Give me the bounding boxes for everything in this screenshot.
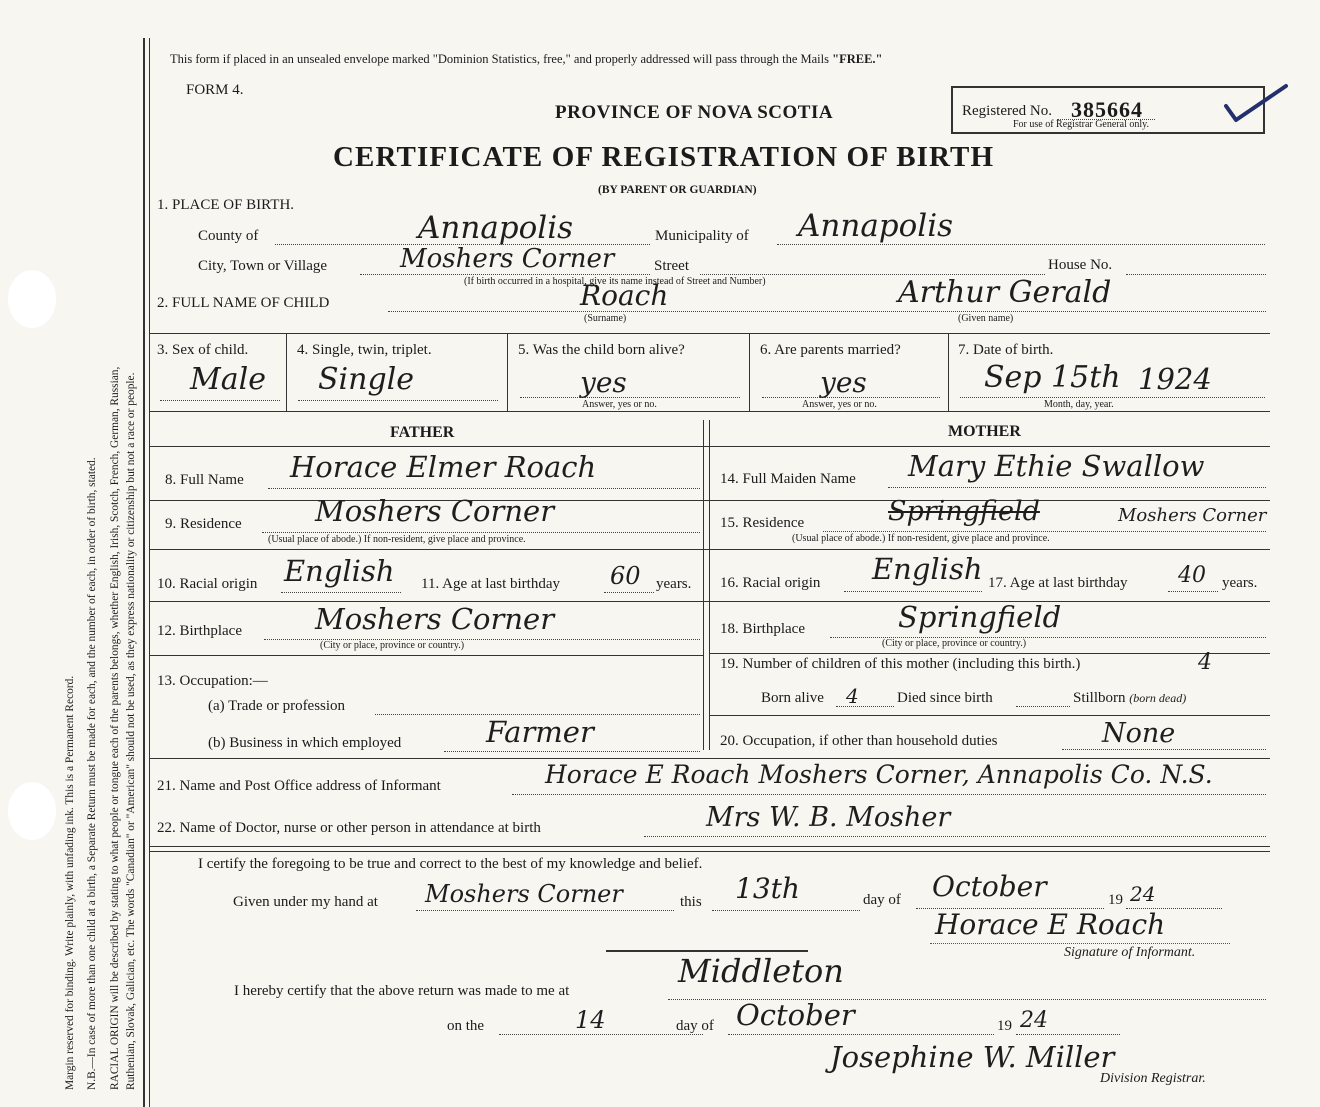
mother-racial-value: English	[872, 552, 983, 586]
father-birthplace-note: (City or place, province or country.)	[320, 640, 465, 651]
mother-name-value: Mary Ethie Swallow	[908, 449, 1205, 483]
child-surname: Roach	[580, 279, 669, 312]
certify-day-value: 13th	[735, 872, 800, 905]
attendant-label: 22. Name of Doctor, nurse or other person in attendance at birth	[157, 820, 541, 836]
rule-after-occupation	[150, 758, 1270, 759]
father-residence-value: Moshers Corner	[315, 494, 555, 528]
rule-after-birthplace-left	[150, 655, 703, 656]
father-business-value: Farmer	[486, 715, 594, 749]
divider-plurality	[507, 333, 508, 411]
certificate-subtitle: (BY PARENT OR GUARDIAN)	[598, 184, 757, 196]
father-age-value: 60	[610, 562, 641, 590]
punch-hole-bottom	[8, 782, 56, 840]
county-value: Annapolis	[418, 210, 574, 246]
father-age-line	[604, 592, 654, 593]
father-business-label: (b) Business in which employed	[208, 735, 402, 751]
informant-signature-caption: Signature of Informant.	[1064, 945, 1196, 960]
registrar-month-line	[728, 1034, 994, 1035]
registrar-on-the-label: on the	[447, 1018, 485, 1034]
informant-line	[512, 794, 1266, 795]
parent-column-divider-a	[703, 420, 704, 750]
certify-day-line	[712, 910, 860, 911]
registrar-use-note: For use of Registrar General only.	[1013, 119, 1149, 130]
born-alive-count-value: 4	[846, 684, 859, 708]
child-name-label: 2. FULL NAME OF CHILD	[157, 295, 330, 311]
rule-after-birthplace-right	[709, 653, 1270, 654]
registered-box	[951, 86, 1265, 134]
mother-name-line	[888, 487, 1266, 488]
parents-married-value: yes	[820, 366, 867, 399]
place-of-birth-heading: 1. PLACE OF BIRTH.	[157, 197, 295, 213]
hospital-note: (If birth occurred in a hospital, give its name instead of Street and Number)	[464, 276, 766, 287]
attendant-value: Mrs W. B. Mosher	[706, 802, 951, 833]
born-alive-count-line	[836, 706, 894, 707]
registrar-signature: Josephine W. Miller	[830, 1040, 1115, 1074]
stillborn-note: (born dead)	[1129, 691, 1187, 705]
form-number: FORM 4.	[186, 82, 244, 98]
born-alive-answer-note: Answer, yes or no.	[582, 399, 657, 410]
parents-married-label: 6. Are parents married?	[760, 342, 901, 358]
sex-value: Male	[190, 362, 266, 397]
mother-age-years: years.	[1222, 575, 1258, 591]
mail-notice-free: "FREE."	[832, 52, 883, 66]
margin-note-nationality: Ruthenian, Slovak, Galician, etc. The words "Canadian" or "American" should not be used, as they express nationality or citizenship but not a race or people.	[125, 372, 137, 1090]
child-name-line	[388, 311, 1266, 312]
punch-hole-top	[8, 270, 56, 328]
children-count-label: 19. Number of children of this mother (including this birth.)	[720, 656, 1081, 672]
margin-note-racial-origin: RACIAL ORIGIN will be described by stating to what people or tongue each of the parents belongs, whether English, Irish, Scotch, French, German, Russian,	[109, 366, 121, 1090]
rule-under-headings	[150, 446, 1270, 447]
mother-age-value: 40	[1178, 563, 1206, 588]
municipality-line	[777, 244, 1265, 245]
registrar-statement: I hereby certify that the above return was made to me at	[234, 983, 570, 999]
registrar-place-value: Middleton	[678, 952, 844, 990]
municipality-value: Annapolis	[798, 208, 954, 244]
sex-line	[160, 400, 280, 401]
city-label: City, Town or Village	[198, 258, 328, 274]
father-name-line	[268, 488, 700, 489]
sex-label: 3. Sex of child.	[157, 342, 249, 358]
informant-signature-line	[930, 943, 1230, 944]
father-occupation-label: 13. Occupation:—	[157, 673, 268, 689]
date-of-birth-label: 7. Date of birth.	[958, 342, 1054, 358]
father-name-value: Horace Elmer Roach	[290, 450, 597, 484]
street-label: Street	[654, 258, 689, 274]
city-line	[360, 274, 650, 275]
form-left-border-inner	[149, 38, 150, 1107]
certification-statement: I certify the foregoing to be true and correct to the best of my knowledge and belief.	[198, 856, 703, 872]
registered-label: Registered No.	[962, 103, 1052, 119]
registrar-year-value: 24	[1020, 1008, 1048, 1033]
mother-occupation-line	[1062, 749, 1266, 750]
child-given-name: Arthur Gerald	[898, 275, 1112, 310]
father-birthplace-label: 12. Birthplace	[157, 623, 242, 639]
date-of-birth-note: Month, day, year.	[1044, 399, 1114, 410]
plurality-label: 4. Single, twin, triplet.	[297, 342, 432, 358]
mother-residence-label: 15. Residence	[720, 515, 805, 531]
registrar-day-value: 14	[575, 1006, 606, 1034]
rule-after-residence	[150, 549, 1270, 550]
father-business-line	[444, 751, 700, 752]
mother-racial-line	[844, 591, 982, 592]
registrar-day-of-label: day of	[676, 1018, 714, 1034]
father-racial-label: 10. Racial origin	[157, 576, 258, 592]
registrar-day-line	[499, 1034, 703, 1035]
registered-number: 385664	[1071, 97, 1143, 122]
mother-birthplace-label: 18. Birthplace	[720, 621, 805, 637]
registrar-year-line	[1016, 1034, 1120, 1035]
children-count-value: 4	[1198, 650, 1212, 675]
born-alive-value: yes	[580, 366, 627, 399]
rule-before-occupation-right	[709, 715, 1270, 716]
certify-this-label: this	[680, 894, 702, 910]
certificate-title: CERTIFICATE OF REGISTRATION OF BIRTH	[333, 141, 995, 173]
parent-column-divider-b	[709, 420, 710, 750]
date-of-birth-line	[960, 397, 1265, 398]
given-place-value: Moshers Corner	[425, 880, 623, 908]
form-left-border	[143, 38, 145, 1107]
father-racial-value: English	[284, 554, 395, 588]
informant-label: 21. Name and Post Office address of Informant	[157, 778, 441, 794]
province-title: PROVINCE OF NOVA SCOTIA	[555, 102, 834, 123]
parents-married-answer-note: Answer, yes or no.	[802, 399, 877, 410]
father-age-years: years.	[656, 576, 692, 592]
margin-note-multiple-births: N.B.—In case of more than one child at a birth, a Separate Return must be made for each, and the number of each, in order of birth, stated.	[86, 457, 98, 1090]
parents-married-line	[762, 397, 940, 398]
mail-notice	[170, 52, 882, 67]
divider-married	[948, 333, 949, 411]
mail-notice-text: This form if placed in an unsealed envelope marked "Dominion Statistics, free," and properly addressed will pass through the Mails	[170, 52, 833, 66]
certify-day-of-label: day of	[863, 892, 901, 908]
rule-after-child-row	[150, 411, 1270, 412]
mother-racial-label: 16. Racial origin	[720, 575, 821, 591]
stillborn-label	[1073, 690, 1186, 707]
mother-occupation-label: 20. Occupation, if other than household duties	[720, 733, 998, 749]
rule-before-certification-double	[150, 851, 1270, 852]
county-label: County of	[198, 228, 259, 244]
mother-occupation-value: None	[1102, 718, 1176, 749]
given-name-caption: (Given name)	[958, 313, 1014, 324]
informant-value: Horace E Roach Moshers Corner, Annapolis Co. N.S.	[545, 760, 1213, 789]
father-residence-note: (Usual place of abode.) If non-resident, give place and province.	[268, 534, 526, 545]
given-place-line	[416, 910, 674, 911]
died-since-birth-label: Died since birth	[897, 690, 993, 706]
date-of-birth-month-day: Sep 15th	[984, 360, 1121, 395]
given-under-hand-label: Given under my hand at	[233, 894, 378, 910]
mother-birthplace-value: Springfield	[898, 600, 1062, 634]
attendant-line	[644, 836, 1266, 837]
stillborn-text: Stillborn	[1073, 690, 1126, 706]
registrar-month-value: October	[736, 998, 855, 1032]
father-residence-label: 9. Residence	[165, 516, 242, 532]
born-alive-label: 5. Was the child born alive?	[518, 342, 685, 358]
died-since-birth-line	[1016, 706, 1070, 707]
mother-age-line	[1168, 591, 1218, 592]
plurality-line	[298, 400, 498, 401]
surname-caption: (Surname)	[584, 313, 627, 324]
born-alive-line	[520, 397, 740, 398]
mother-residence-line	[823, 531, 1266, 532]
mother-age-label: 17. Age at last birthday	[988, 575, 1128, 591]
registrar-title: Division Registrar.	[1100, 1071, 1206, 1086]
date-of-birth-year: 1924	[1138, 362, 1212, 396]
mother-name-label: 14. Full Maiden Name	[720, 471, 856, 487]
certify-year-value: 24	[1130, 882, 1156, 906]
rule-after-name	[150, 333, 1270, 334]
father-racial-line	[281, 592, 401, 593]
father-birthplace-value: Moshers Corner	[315, 602, 555, 636]
margin-note-binding: Margin reserved for binding. Write plainly, with unfading ink. This is a Permanent Record.	[64, 675, 76, 1090]
city-value: Moshers Corner	[400, 244, 615, 274]
father-age-label: 11. Age at last birthday	[421, 576, 560, 592]
born-alive-count-label: Born alive	[761, 690, 824, 706]
mother-residence-note: (Usual place of abode.) If non-resident, give place and province.	[792, 533, 1050, 544]
plurality-value: Single	[318, 362, 415, 397]
check-mark-icon	[1222, 82, 1292, 126]
divider-sex	[286, 333, 287, 411]
registrar-year-prefix: 19	[997, 1018, 1012, 1034]
informant-signature: Horace E Roach	[935, 908, 1166, 941]
house-number-line	[1126, 274, 1266, 275]
divider-alive	[749, 333, 750, 411]
father-trade-label: (a) Trade or profession	[208, 698, 346, 714]
rule-before-certification	[150, 846, 1270, 847]
certify-year-prefix: 19	[1108, 892, 1123, 908]
house-number-label: House No.	[1048, 257, 1113, 273]
mother-heading: MOTHER	[948, 423, 1021, 440]
municipality-label: Municipality of	[655, 228, 749, 244]
mother-residence-struck: Springfield	[888, 496, 1040, 527]
certify-month-value: October	[932, 870, 1047, 903]
father-residence-line	[262, 532, 700, 533]
father-name-label: 8. Full Name	[165, 472, 244, 488]
mother-residence-value: Moshers Corner	[1118, 505, 1267, 526]
mother-birthplace-note: (City or place, province or country.)	[882, 638, 1027, 649]
father-heading: FATHER	[390, 424, 455, 441]
